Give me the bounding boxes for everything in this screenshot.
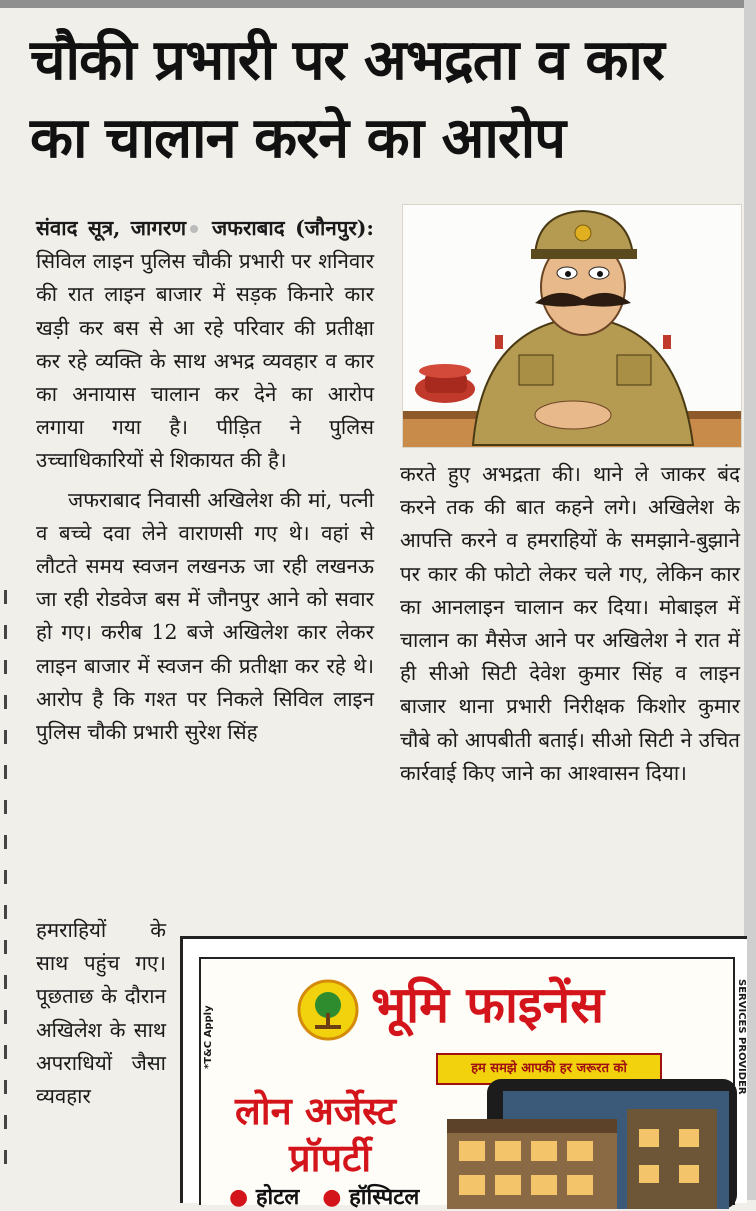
loan-headline-line-2: प्रॉपर्टी <box>289 1136 372 1180</box>
advertisement <box>180 936 747 1210</box>
article-column-2 <box>400 458 740 790</box>
article-column-1 <box>36 212 374 749</box>
paragraph-3: करते हुए अभद्रता की। थाने ले जाकर बंद करने तक की बात कहने लगे। अखिलेश के आपत्ति करने व हमराहियों के समझाने-बुझाने पर कार की फोटो लेकर चले गए, लेकिन कार का आनलाइन चालान कर दिया। मोबाइल में चालान का मैसेज आने पर अखिलेश ने रात में ही सीओ सिटी देवेश कुमार सिंह व लाइन बाजार थाना प्रभारी निरीक्षक किशोर कुमार चौबे को आपबीती बताई। सीओ सिटी ने उचित कार्रवाई किए जाने का आश्वासन दिया। <box>400 462 740 785</box>
bullet-icon: ● <box>229 1185 249 1210</box>
clipping-edge-marks <box>0 580 12 1200</box>
top-border <box>0 0 756 8</box>
tagline: हम समझे आपकी हर जरूरत को <box>436 1053 662 1085</box>
cartoon-illustration <box>403 205 741 447</box>
policeman-cartoon <box>402 204 742 448</box>
paragraph-1 <box>36 212 374 478</box>
byline-place: जफराबाद (जौनपुर): <box>211 216 374 240</box>
bullet-icon <box>190 225 198 233</box>
article-column-3 <box>36 914 166 1113</box>
headline: चौकी प्रभारी पर अभद्रता व कार का चालान करने का आरोप <box>30 28 664 171</box>
services-list <box>229 1181 419 1211</box>
byline-source: संवाद सूत्र, जागरण <box>36 216 187 240</box>
paragraph-2: जफराबाद निवासी अखिलेश की मां, पत्नी व बच्चे दवा लेने वाराणसी गए थे। वहां से लौटते समय स्वजन लखनऊ जा रही लखनऊ जा रही रोडवेज बस में जौनपुर आने को सवार हो गए। करीब 12 बजे अखिलेश कार लेकर लाइन बाजार में स्वजन की प्रतीक्षा कर रहे थे। आरोप है कि गश्त पर निकले सिविल लाइन पुलिस चौकी प्रभारी सुरेश सिंह <box>36 487 374 745</box>
service-hotel: होटल <box>255 1185 300 1210</box>
paragraph-1-text: सिविल लाइन पुलिस चौकी प्रभारी पर शनिवार की रात लाइन बाजार में सड़क किनारे कार खड़ी कर बस से आ रहे परिवार की प्रतीक्षा कर रहे व्यक्ति के साथ अभद्र व्यवहार व कार का अनायास चालान कर देने का आरोप लगाया गया है। पीड़ित ने पुलिस उच्चाधिकारियों से शिकायत की है। <box>36 249 374 473</box>
paragraph-2-continued: हमराहियों के साथ पहुंच गए। पूछताछ के दौरान अखिलेश के साथ अपराधियों जैसा व्यवहार <box>36 918 166 1109</box>
loan-headline-line-1: लोन अर्जेस्ट <box>235 1089 397 1133</box>
bullet-icon: ● <box>322 1185 342 1210</box>
service-hospital: हॉस्पिटल <box>349 1185 420 1210</box>
ad-frame <box>199 957 747 1210</box>
services-provider-label: SERVICES PROVIDER <box>736 979 747 1095</box>
building-tablet-image <box>447 1079 737 1209</box>
tree-logo-icon <box>297 979 359 1041</box>
brand-name: भूमि फाइनेंस <box>371 976 605 1034</box>
terms-label: *T&C Apply <box>203 1005 214 1069</box>
